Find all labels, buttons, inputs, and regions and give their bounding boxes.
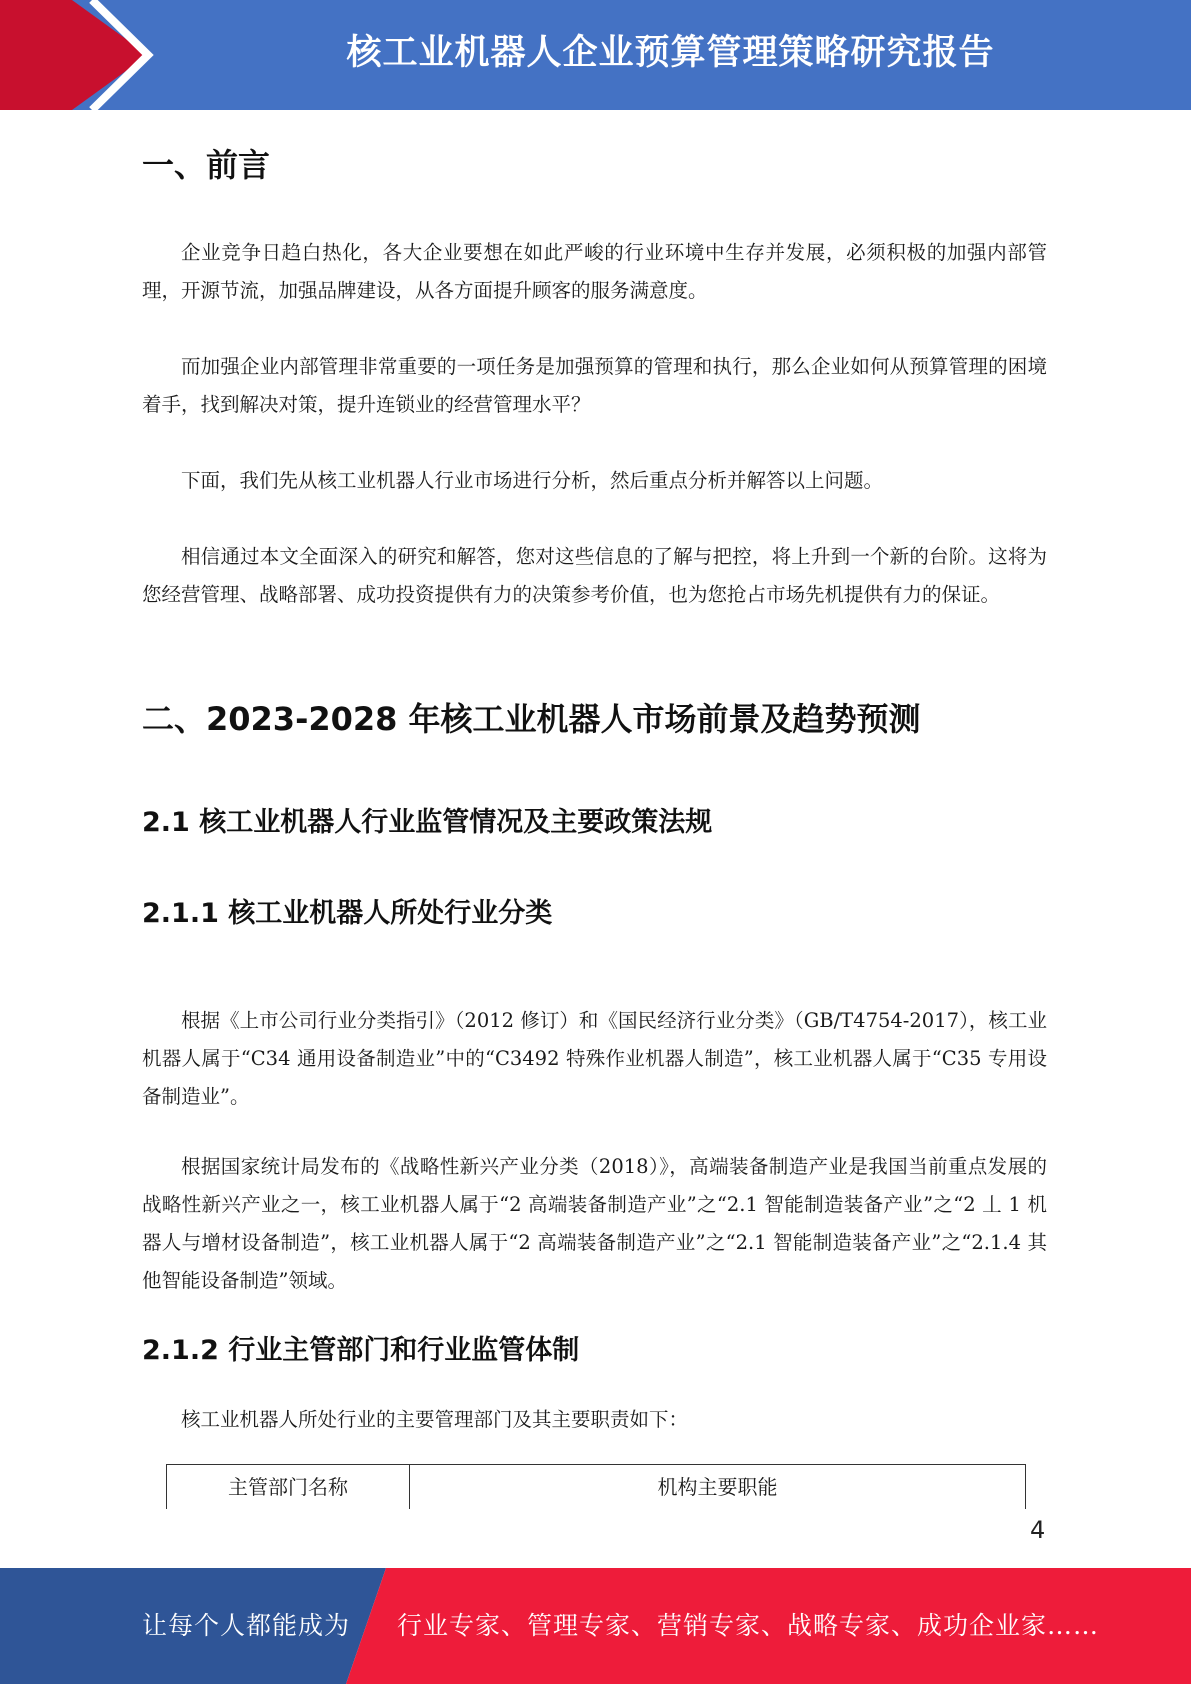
section-heading-market-forecast: 二、2023-2028 年核工业机器人市场前景及趋势预测 [142,700,921,738]
subsection-heading-regulation: 2.1 核工业机器人行业监管情况及主要政策法规 [142,807,713,838]
paragraph: 核工业机器人所处行业的主要管理部门及其主要职责如下： [181,1408,689,1431]
section-heading-preface: 一、前言 [142,146,271,184]
table-header-cell: 机构主要职能 [657,1475,778,1499]
paragraph: 而加强企业内部管理非常重要的一项任务是加强预算的管理和执行，那么企业如何从预算管理的困境着手，找到解决对策，提升连锁业的经营管理水平？ [142,355,1047,416]
paragraph: 企业竞争日趋白热化，各大企业要想在如此严峻的行业环境中生存并发展，必须积极的加强内部管理，开源节流，加强品牌建设，从各方面提升顾客的服务满意度。 [142,241,1047,302]
header-banner [0,0,1191,110]
paragraph: 根据《上市公司行业分类指引》（2012 修订）和《国民经济行业分类》（GB/T4754-2017），核工业机器人属于“C34 通用设备制造业”中的“C3492 特殊作业机器人制造”，核工业机器人属于“C35 专用设备制造业”。 [142,1009,1047,1108]
paragraph: 相信通过本文全面深入的研究和解答，您对这些信息的了解与把控，将上升到一个新的台阶。这将为您经营管理、战略部署、成功投资提供有力的决策参考价值，也为您抢占市场先机提供有力的保证。 [142,545,1047,606]
paragraph: 下面，我们先从核工业机器人行业市场进行分析，然后重点分析并解答以上问题。 [181,469,884,492]
footer-banner [0,1568,1191,1684]
footer-slogan-left: 让每个人都能成为 [142,1611,351,1640]
paragraph: 根据国家统计局发布的《战略性新兴产业分类（2018）》，高端装备制造产业是我国当前重点发展的战略性新兴产业之一，核工业机器人属于“2 高端装备制造产业”之“2.1 智能制造装备产业”之“2 丄 1 机器人与增材设备制造”，核工业机器人属于“2 高端装备制造产业”之“2.1 智能制造装备产业”之“2.1.4 其他智能设备制造”领域。 [142,1155,1047,1292]
table-header-cell: 主管部门名称 [167,1465,410,1509]
page-number: 4 [1030,1516,1046,1544]
footer-slogan-right: 行业专家、管理专家、营销专家、战略专家、成功企业家…… [397,1611,1100,1640]
authorities-table [166,1464,1026,1509]
document-title: 核工业机器人企业预算管理策略研究报告 [346,33,995,73]
subsection-heading-classification: 2.1.1 核工业机器人所处行业分类 [142,898,553,929]
header-arrow-red [0,0,148,110]
subsection-heading-authorities: 2.1.2 行业主管部门和行业监管体制 [142,1335,580,1366]
